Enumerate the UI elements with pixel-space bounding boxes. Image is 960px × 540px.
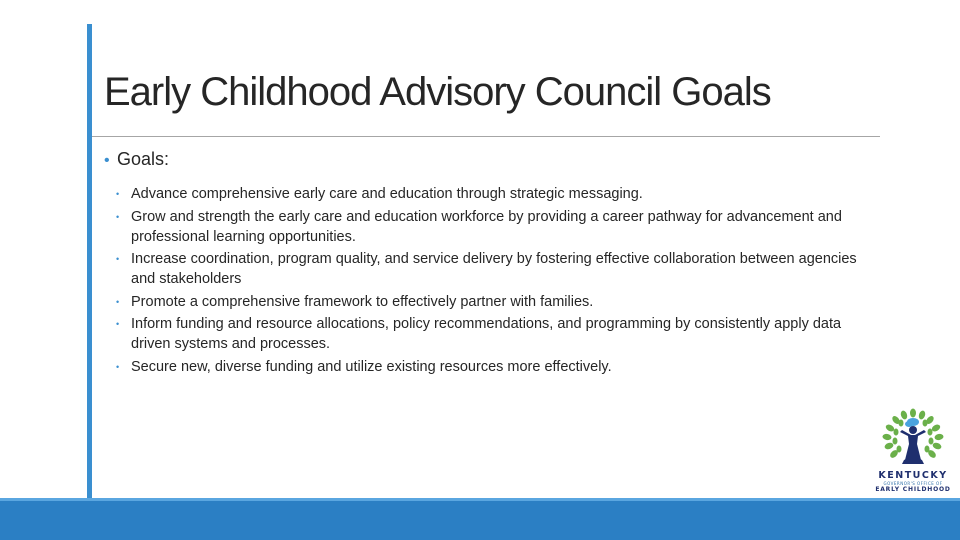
logo-text-office: GOVERNOR'S OFFICE OF	[883, 481, 943, 486]
goal-text: Increase coordination, program quality, and service delivery by fostering effective collaboration between agencies and stakeholders	[131, 251, 857, 287]
bullet-icon: •	[104, 152, 110, 169]
goals-label: Goals:	[117, 149, 170, 169]
bullet-icon: •	[116, 254, 120, 264]
bullet-icon: •	[116, 319, 120, 329]
logo-text-state: KENTUCKY	[878, 470, 948, 481]
tree-logo-icon	[868, 408, 958, 470]
left-accent-bar	[87, 24, 92, 509]
goal-item	[116, 357, 874, 377]
title-divider	[92, 136, 880, 137]
goals-heading	[104, 149, 874, 170]
goal-text: Promote a comprehensive framework to effectively partner with families.	[131, 293, 594, 310]
goal-text: Advance comprehensive early care and education through strategic messaging.	[131, 186, 643, 202]
goal-item	[116, 184, 874, 204]
goal-text: Secure new, diverse funding and utilize existing resources more effectively.	[131, 358, 612, 375]
goal-item	[116, 292, 874, 312]
kentucky-early-childhood-logo	[868, 408, 958, 494]
bullet-icon: •	[116, 211, 120, 222]
goal-item	[116, 314, 874, 354]
footer-highlight	[0, 498, 960, 501]
goal-text: Grow and strength the early care and education workforce by providing a career pathway for advancement and professional learning opportunities.	[131, 208, 842, 245]
bullet-icon: •	[116, 361, 120, 372]
goal-item	[116, 249, 874, 289]
bullet-icon: •	[116, 296, 120, 307]
goals-list	[104, 184, 874, 377]
goal-item	[116, 207, 874, 247]
goal-text: Inform funding and resource allocations, policy recommendations, and programming by consistently apply data driven systems and processes.	[131, 316, 842, 352]
bullet-icon: •	[116, 189, 120, 199]
slide-body	[104, 149, 874, 379]
slide-title: Early Childhood Advisory Council Goals	[104, 70, 771, 114]
logo-text-program: EARLY CHILDHOOD	[875, 486, 951, 493]
footer-band	[0, 498, 960, 540]
